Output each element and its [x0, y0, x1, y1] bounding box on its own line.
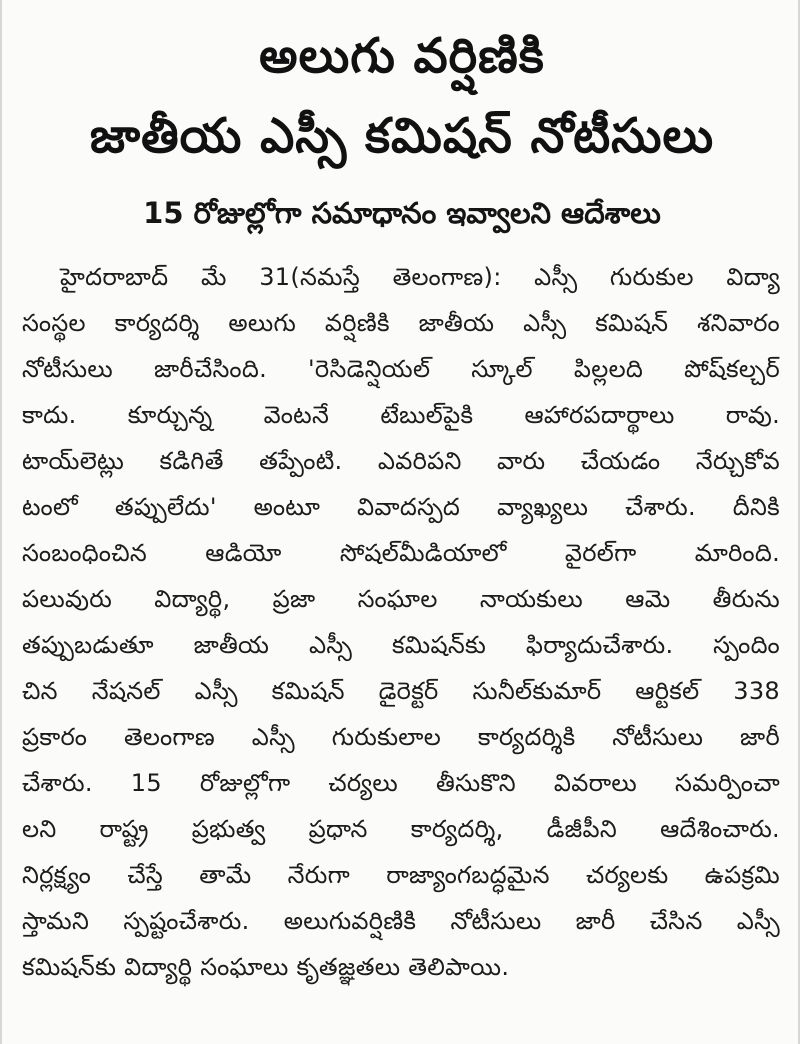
body-line: చేశారు. 15 రోజుల్లోగా చర్యలు తీసుకొని వివరాలు సమర్పించా — [22, 769, 780, 797]
body-line: ప్రకారం తెలంగాణ ఎస్సీ గురుకులాల కార్యదర్శికి నోటీసులు జారీ — [22, 723, 780, 751]
headline-line-1: అలుగు వర్షిణికి — [259, 28, 545, 84]
body-line: టంలో తప్పులేదు' అంటూ వివాదస్పద వ్యాఖ్యలు చేశారు. దీనికి — [22, 493, 780, 521]
body-line: సంబంధించిన ఆడియో సోషల్‌మీడియాలో వైరల్‌గా మారింది. — [22, 539, 780, 567]
body-line: హైదరాబాద్ మే 31(నమస్తే తెలంగాణ): ఎస్సీ గురుకుల విద్యా — [60, 263, 780, 291]
subheadline: 15 రోజుల్లోగా సమాధానం ఇవ్వాలని ఆదేశాలు — [143, 196, 661, 230]
body-line: చిన నేషనల్ ఎస్సీ కమిషన్ డైరెక్టర్ సునీల్‌కుమార్ ఆర్టికల్ 338 — [22, 677, 780, 705]
body-line: కాదు. కూర్చున్న వెంటనే టేబుల్‌పైకి ఆహారపదార్థాలు రావు. — [22, 401, 780, 429]
body-line: సంస్థల కార్యదర్శి అలుగు వర్షిణికి జాతీయ ఎస్సీ కమిషన్ శనివారం — [22, 309, 780, 337]
body-line: టాయ్‌లెట్లు కడిగితే తప్పేంటి. ఎవరిపని వారు చేయడం నేర్చుకోవ — [22, 447, 780, 475]
body-line: లని రాష్ట్ర ప్రభుత్వ ప్రధాన కార్యదర్శి, డీజీపీని ఆదేశించారు. — [22, 815, 780, 843]
body-line: కమిషన్‌కు విద్యార్థి సంఘాలు కృతజ్ఞతలు తెలిపాయి. — [22, 953, 510, 981]
body-line: నిర్లక్ష్యం చేస్తే తామే నేరుగా రాజ్యాంగబద్ధమైన చర్యలకు ఉపక్రమి — [22, 861, 780, 889]
body-line: పలువురు విద్యార్థి, ప్రజా సంఘాల నాయకులు ఆమె తీరును — [22, 585, 780, 613]
headline-line-2: జాతీయ ఎస్సీ కమిషన్ నోటీసులు — [89, 108, 715, 164]
body-line: తప్పుబడుతూ జాతీయ ఎస్సీ కమిషన్‌కు ఫిర్యాదుచేశారు. స్పందిం — [22, 631, 780, 659]
body-line: స్తామని స్పష్టంచేశారు. అలుగువర్షిణికి నోటీసులు జారీ చేసిన ఎస్సీ — [22, 907, 780, 935]
body-line: నోటీసులు జారీచేసింది. 'రెసిడెన్షియల్ స్కూల్ పిల్లలది పోష్‌కల్చర్ — [22, 355, 780, 383]
